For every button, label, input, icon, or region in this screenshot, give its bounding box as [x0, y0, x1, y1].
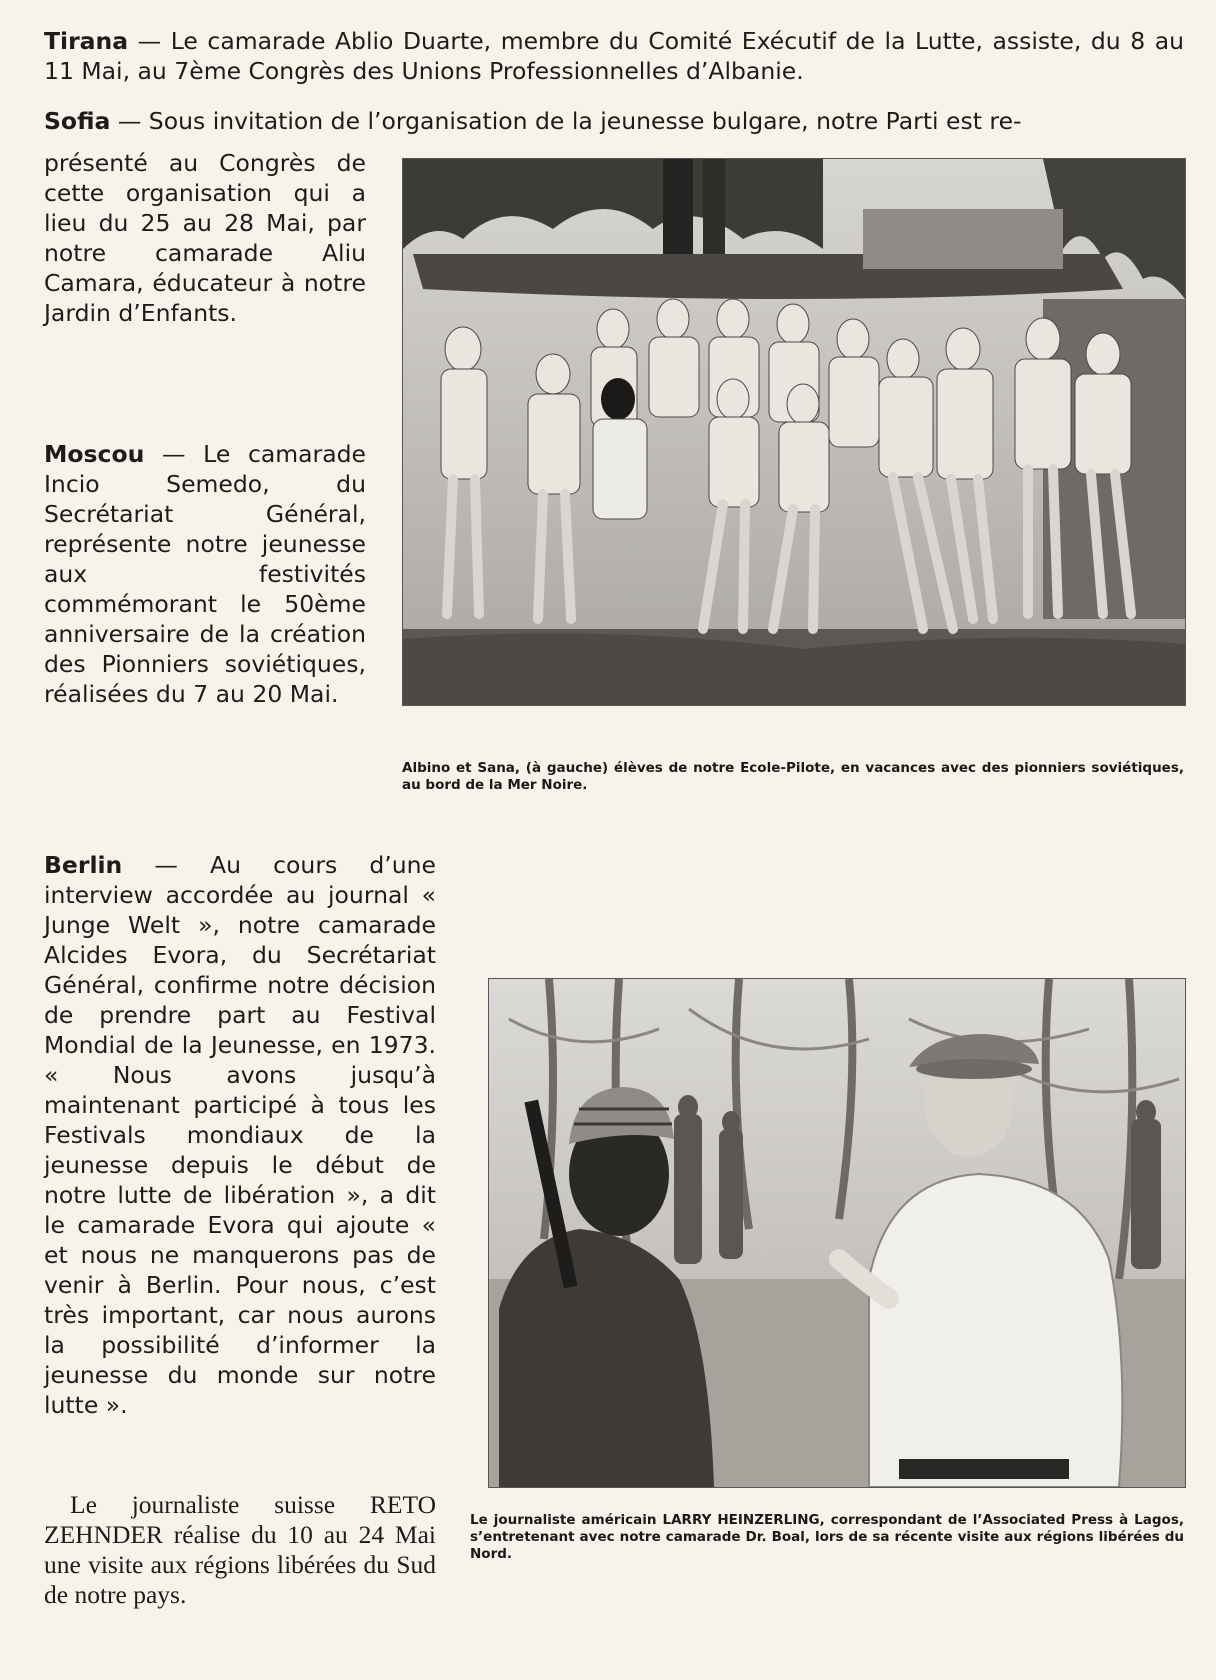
- sofia-paragraph-line1: [44, 106, 1184, 136]
- berlin-paragraph: [44, 850, 436, 1420]
- moscou-city: Moscou: [44, 440, 145, 468]
- tirana-text: — Le camarade Ablio Duarte, membre du Comité Exécutif de la Lutte, assiste, du 8 au 11 Mai, au 7ème Congrès des Unions Professionnelles d’Albanie.: [44, 27, 1184, 85]
- pioneers-group-photo: [402, 158, 1186, 706]
- journalist-photo-illustration: [489, 979, 1185, 1487]
- sofia-city: Sofia: [44, 107, 111, 135]
- tirana-city: Tirana: [44, 27, 129, 55]
- berlin-city: Berlin: [44, 851, 123, 879]
- pioneers-photo-caption: Albino et Sana, (à gauche) élèves de notre Ecole-Pilote, en vacances avec des pionniers soviétiques, au bord de la Mer Noire.: [402, 760, 1184, 793]
- berlin-text: — Au cours d’une interview accordée au journal « Junge Welt », notre camarade Alcides Evora, du Secrétariat Général, confirme notre décision de prendre part au Festival Mondial de la Jeunesse, en 1973. « Nous avons jusqu’à maintenant participé à tous les Festivals mondiaux de la jeunesse depuis le début de notre lutte de libération », a dit le camarade Evora qui ajoute « et nous ne manquerons pas de venir à Berlin. Pour nous, c’est très important, car nous aurons la possibilité d’informer la jeunesse du monde sur notre lutte ».: [44, 851, 436, 1419]
- journaliste-suisse-paragraph: Le journaliste suisse RETO ZEHNDER réalise du 10 au 24 Mai une visite aux régions libérées du Sud de notre pays.: [44, 1490, 436, 1609]
- journalist-photo-caption: Le journaliste américain LARRY HEINZERLING, correspondant de l’Associated Press à Lagos, s’entretenant avec notre camarade Dr. Boal, lors de sa récente visite aux régions libérées du Nord.: [470, 1512, 1184, 1562]
- moscou-paragraph: [44, 439, 366, 709]
- tirana-paragraph: [44, 26, 1184, 86]
- pioneers-photo-illustration: [403, 159, 1185, 705]
- journalist-interview-photo: [488, 978, 1186, 1488]
- sofia-paragraph-continued: présenté au Congrès de cette organisation qui a lieu du 25 au 28 Mai, par notre camarade Aliu Camara, éducateur à notre Jardin d’Enfants.: [44, 149, 366, 327]
- moscou-text: — Le camarade Incio Semedo, du Secrétariat Général, représente notre jeunesse aux festivités commémorant le 50ème anniversaire de la création des Pionniers soviétiques, réalisées du 7 au 20 Mai.: [44, 440, 366, 708]
- sofia-text-line1: — Sous invitation de l’organisation de la jeunesse bulgare, notre Parti est re-: [110, 107, 1022, 135]
